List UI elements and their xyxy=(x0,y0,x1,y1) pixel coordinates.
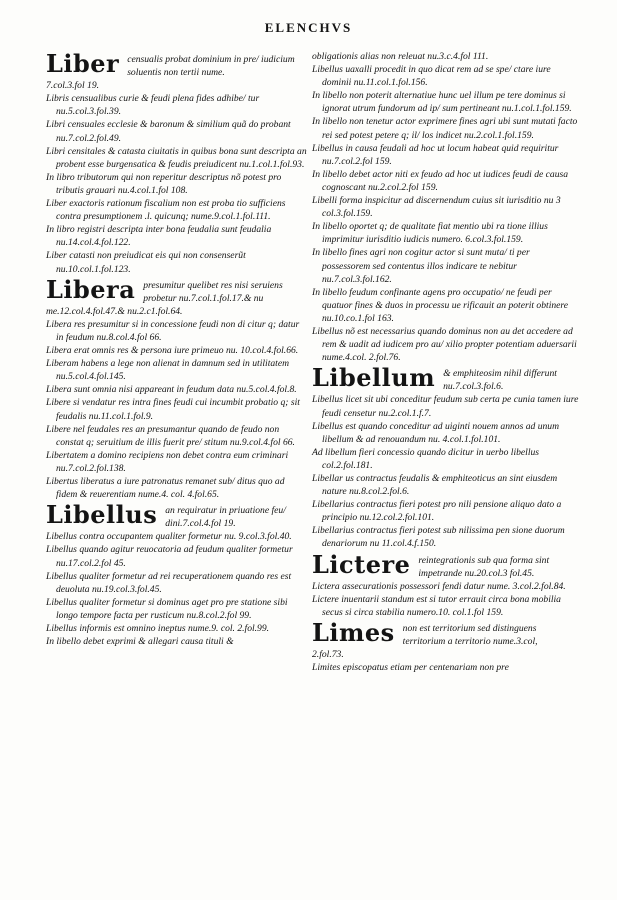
index-entry: In libro tributorum qui non reperitur descriptus nõ potest pro tributis grauari nu.4.col.1.fol 108. xyxy=(46,171,282,196)
index-entry: Libri censitales & catasta ciuitatis in quibus bona sunt descripta an probent esse burgensatica & feudis preiudicent nu.1.col.1.fol.93. xyxy=(46,145,307,170)
index-entry: In libello oportet q; de qualitate fiat mentio ubi ra tione illius imprimitur iurisditio iudicis numero. 6.col.3.fol.159. xyxy=(312,221,548,246)
lemma-headword: Limes xyxy=(312,618,395,648)
index-entry-lemma xyxy=(312,549,580,580)
index-entry: Libere nel feudales res an presumantur quando de feudo non constat q; seruitium de illis fuerit pre/ stitum nu.9.col.4.fol 66. xyxy=(46,423,295,448)
lemma-headword: Libellus xyxy=(46,500,158,530)
index-entry: Ad libellum fieri concessio quando dicitur in uerbo libellus col.2.fol.181. xyxy=(312,446,540,471)
index-entry: Liber catasti non preiudicat eis qui non consenserũt nu.10.col.1.fol.123. xyxy=(46,250,246,275)
index-entry: In libello non tenetur actor exprimere fines agri ubi sunt mutati facto rei sed potest petere q; il/ los indicet nu.2.col.1.fol.159. xyxy=(312,116,578,141)
index-entry: Libera sunt omnia nisi appareant in feudum data nu.5.col.4.fol.8. xyxy=(46,384,297,396)
index-entry: Libellus in causa feudali ad hoc ut locum habeat quid requiritur nu.7.col.2.fol 159. xyxy=(312,142,559,167)
index-entry: Libellus nõ est necessarius quando dominus non au det accedere ad rem & uadit ad iudicem pro au/ xilio propter potentiam aduersarii nume.4.col. 2.fol.76. xyxy=(312,325,577,364)
index-entry: Libellus uaxalli procedit in quo dicat rem ad se spe/ ctare iure dominii nu.11.col.1.fol.156. xyxy=(312,64,551,89)
index-entry-lemma xyxy=(312,618,580,661)
index-entry: Libere si vendatur res intra fines feudi cui incumbit probatio q; sit feudalis nu.11.col.1.fol.9. xyxy=(46,397,300,422)
lemma-text: presumitur quelibet res nisi seruiens probetur nu.7.col.1.fol.17.& nu xyxy=(143,279,283,304)
index-entry: Libera res presumitur si in concessione feudi non di citur q; datur in feudum nu.8.col.4.fol 66. xyxy=(46,318,300,343)
lemma-text: non est territorium sed distinguens territorium a territorio nume.3.col, xyxy=(402,623,538,648)
index-entry: Limites episcopatus etiam per centenariam non pre xyxy=(312,662,509,674)
right-column xyxy=(312,50,580,674)
lemma-headword: Libellum xyxy=(312,363,436,393)
index-entry: Libertus liberatus a iure patronatus remanet sub/ ditus quo ad fidem & reuerentiam nume.4. col. 4.fol.65. xyxy=(46,476,285,501)
index-entry: Lictera assecurationis possessori fendi datur nume. 3.col.2.fol.84. xyxy=(312,580,566,592)
index-entry: obligationis alias non releuat nu.3.c.4.fol 111. xyxy=(312,51,489,62)
index-entry: In libello feudum confinante agens pro occupatio/ ne feudi per quatuor fines & duos in processu ue rificauit an poterit obtinere nu.10.co.1.fol 163. xyxy=(312,286,569,324)
lemma-continuation: me.12.col.4.fol.47.& nu.2.c1.fol.64. xyxy=(46,305,183,317)
index-entry: Libellus quando agitur reuocatoria ad feudum qualiter formetur nu.17.col.2.fol 45. xyxy=(46,544,293,569)
lemma-headword: Libera xyxy=(46,274,136,304)
index-entry-lemma xyxy=(312,363,580,393)
index-entry: Libris censualibus curie & feudi plena fides adhibe/ tur nu.5.col.3.fol.39. xyxy=(46,93,260,118)
index-entry: Libellus licet sit ubi conceditur feudum sub certa pe cunia tamen iure feudi censetur nu.2.col.1.f.7. xyxy=(312,394,579,419)
index-entry: In libello fines agri non cogitur actor si sunt muta/ ti per possessorem sed contentus illos indicare te nebitur nu.7.col.3.fol.162. xyxy=(312,247,530,285)
index-entry: Lictere inuentarii standum est si tutor errauit circa bona mobilia secus si circa stabilia numero.10. col.1.fol 159. xyxy=(312,593,561,618)
page-header: ELENCHVS xyxy=(264,20,353,35)
left-column xyxy=(46,50,308,648)
index-entry: Libellus qualiter formetur si dominus aget pro pre statione sibi longo tempore facta per rusticum nu.8.col.2.fol 99. xyxy=(46,596,288,621)
index-entry: Libelli forma inspicitur ad discernendum cuius sit iurisditio nu 3 col.3.fol.159. xyxy=(312,195,561,220)
index-entry-lemma xyxy=(46,274,308,318)
lemma-headword: Lictere xyxy=(312,549,411,579)
index-entry: Libri censuales ecclesie & baronum & similium quã do probant nu.7.col.2.fol.49. xyxy=(46,119,291,144)
index-entry: In libro registri descripta inter bona feudalia sunt feudalia nu.14.col.4.fol.122. xyxy=(46,224,272,249)
lemma-text: & emphiteosim nihil differunt nu.7.col.3.fol.6. xyxy=(443,368,557,393)
index-entry: Libera erat omnis res & persona iure primeuo nu. 10.col.4.fol.66. xyxy=(46,345,299,357)
index-entry: In libello debet actor niti ex feudo ad hoc ut iudices feudi de causa cognoscant nu.2.col.2.fol 159. xyxy=(312,168,569,193)
lemma-text: an requiratur in priuatione feu/ dini.7.col.4.fol 19. xyxy=(165,505,286,530)
lemma-continuation: 7.col.3.fol 19. xyxy=(46,80,100,92)
index-entry: Libellus contra occupantem qualiter formetur nu. 9.col.3.fol.40. xyxy=(46,531,292,543)
index-entry: Libellus informis est omnino ineptus nume.9. col. 2.fol.99. xyxy=(46,623,270,635)
lemma-headword: Liber xyxy=(46,49,120,78)
lemma-text: reintegrationis sub qua forma sint impetrande nu.20.col.3 fol.45. xyxy=(418,554,550,579)
index-entry: In libello non poterit alternatiue hunc uel illum pe tere dominus si ignorat utrum fundorum ad ip/ sum pertineant nu.1.col.1.fol.159. xyxy=(312,90,572,115)
index-entry: Liber exactoris rationum fiscalium non est proba tio sufficiens contra presumptionem .l. quicunq; nume.9.col.1.fol.111. xyxy=(46,198,286,223)
index-entry: In libello debet exprimi & allegari causa tituli & xyxy=(46,636,234,648)
index-entry: Libellarius contractus fieri potest sub nilissima pen sione duorum denariorum nu 11.col.4.f.150. xyxy=(312,525,565,550)
index-entry: Libellus qualiter formetur ad rei recuperationem quando res est deuoluta nu.19.col.3.fol.45. xyxy=(46,570,292,595)
lemma-continuation: 2.fol.73. xyxy=(312,649,344,661)
index-entry-lemma xyxy=(46,500,308,530)
lemma-text: censualis probat dominium in pre/ iudicium soluentis non tertii nume. xyxy=(127,54,295,79)
index-entry: Libertatem a domino recipiens non debet contra eum criminari nu.7.col.2.fol.138. xyxy=(46,449,289,474)
index-entry: Libellus est quando conceditur ad uiginti nouem annos ad unum libellum & ad renouandum nu. 4.col.1.fol.101. xyxy=(312,420,560,445)
index-entry: Libellar us contractus feudalis & emphiteoticus an sint eiusdem nature nu.8.col.2.fol.6. xyxy=(312,473,558,498)
index-entry: Libellarius contractus fieri potest pro nili pensione aliquo dato a principio nu.12.col.2.fol.101. xyxy=(312,499,562,524)
index-entry-lemma xyxy=(46,49,308,92)
index-entry: Liberam habens a lege non alienat in damnum sed in utilitatem nu.5.col.4.fol.145. xyxy=(46,358,290,383)
